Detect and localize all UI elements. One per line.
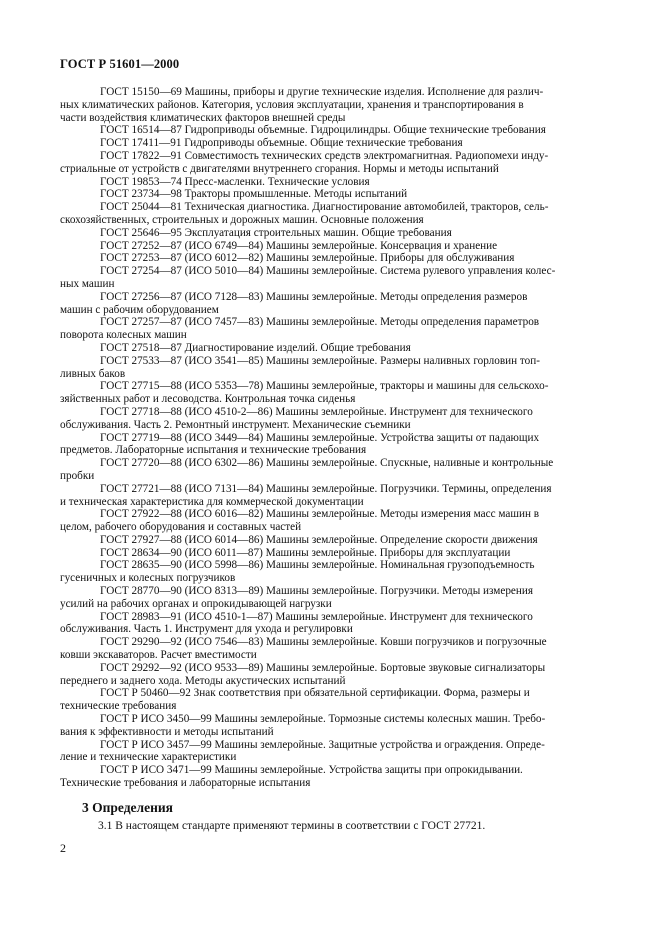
- normative-references-list: [60, 86, 602, 790]
- reference-continuation-line: ливных баков: [60, 367, 126, 380]
- reference-continuation-line: стриальные от устройств с двигателями внутреннего сгорания. Нормы и методы испытаний: [60, 162, 499, 175]
- reference-entry: [60, 227, 602, 240]
- reference-entry: [60, 240, 602, 253]
- reference-line: ГОСТ 27721—88 (ИСО 7131—84) Машины землеройные. Погрузчики. Термины, определения: [100, 482, 552, 495]
- reference-entry: [60, 201, 602, 227]
- reference-continuation-line: ковши экскаваторов. Расчет вместимости: [60, 649, 257, 662]
- reference-line: ГОСТ 23734—98 Тракторы промышленные. Методы испытаний: [100, 188, 408, 201]
- reference-entry: [60, 150, 602, 176]
- reference-entry: [60, 342, 602, 355]
- reference-entry: [60, 636, 602, 662]
- reference-line: ГОСТ Р 50460—92 Знак соответствия при обязательной сертификации. Форма, размеры и: [100, 687, 530, 700]
- reference-continuation-line: гусеничных и колесных погрузчиков: [60, 572, 236, 585]
- reference-line: ГОСТ 27720—88 (ИСО 6302—86) Машины землеройные. Спускные, наливные и контрольные: [100, 457, 554, 470]
- reference-line: ГОСТ 29292—92 (ИСО 9533—89) Машины землеройные. Бортовые звуковые сигнализаторы: [100, 661, 546, 674]
- reference-line: ГОСТ 27922—88 (ИСО 6016—82) Машины землеройные. Методы измерения масс машин в: [100, 508, 540, 521]
- reference-line: ГОСТ 27927—88 (ИСО 6014—86) Машины землеройные. Определение скорости движения: [100, 533, 538, 546]
- reference-continuation-line: и техническая характеристика для коммерческой документации: [60, 495, 364, 508]
- reference-line: ГОСТ 27252—87 (ИСО 6749—84) Машины землеройные. Консервация и хранение: [100, 239, 498, 252]
- reference-line: ГОСТ Р ИСО 3450—99 Машины землеройные. Тормозные системы колесных машин. Требо-: [100, 713, 546, 726]
- reference-entry: [60, 406, 602, 432]
- reference-continuation-line: пробки: [60, 469, 95, 482]
- reference-continuation-line: вания к эффективности и методы испытаний: [60, 725, 274, 738]
- reference-entry: [60, 316, 602, 342]
- reference-line: ГОСТ Р ИСО 3457—99 Машины землеройные. Защитные устройства и ограждения. Опреде-: [100, 738, 545, 751]
- reference-entry: [60, 547, 602, 560]
- reference-entry: [60, 559, 602, 585]
- reference-line: ГОСТ 27256—87 (ИСО 7128—83) Машины землеройные. Методы определения размеров: [100, 290, 528, 303]
- reference-line: ГОСТ 16514—87 Гидроприводы объемные. Гидроцилиндры. Общие технические требования: [100, 124, 546, 137]
- reference-entry: [60, 611, 602, 637]
- reference-entry: [60, 124, 602, 137]
- reference-continuation-line: технические требования: [60, 700, 177, 713]
- reference-entry: [60, 137, 602, 150]
- reference-entry: [60, 380, 602, 406]
- reference-continuation-line: ление и технические характеристики: [60, 751, 237, 764]
- reference-entry: [60, 265, 602, 291]
- reference-line: ГОСТ 27715—88 (ИСО 5353—78) Машины землеройные, тракторы и машины для сельскохо-: [100, 380, 549, 393]
- reference-entry: [60, 176, 602, 189]
- reference-line: ГОСТ 25646—95 Эксплуатация строительных машин. Общие требования: [100, 226, 452, 239]
- page-header: ГОСТ Р 51601—2000: [60, 57, 180, 71]
- reference-entry: [60, 585, 602, 611]
- reference-continuation-line: зяйственных работ и лесоводства. Контрольная точка сиденья: [60, 393, 356, 406]
- reference-entry: [60, 355, 602, 381]
- reference-continuation-line: поворота колесных машин: [60, 329, 187, 342]
- reference-continuation-line: обслуживания. Часть 1. Инструмент для ухода и регулировки: [60, 623, 353, 636]
- reference-entry: [60, 534, 602, 547]
- reference-line: ГОСТ 28983—91 (ИСО 4510-1—87) Машины землеройные. Инструмент для технического: [100, 610, 533, 623]
- reference-entry: [60, 483, 602, 509]
- section-heading: 3 Определения: [82, 800, 173, 815]
- reference-line: ГОСТ 27518—87 Диагностирование изделий. Общие требования: [100, 341, 411, 354]
- reference-line: ГОСТ 27257—87 (ИСО 7457—83) Машины землеройные. Методы определения параметров: [100, 316, 540, 329]
- reference-entry: [60, 188, 602, 201]
- reference-line: ГОСТ 28770—90 (ИСО 8313—89) Машины землеройные. Погрузчики. Методы измерения: [100, 585, 534, 598]
- reference-continuation-line: машин с рабочим оборудованием: [60, 303, 219, 316]
- reference-continuation-line: переднего и заднего хода. Методы акустических испытаний: [60, 674, 346, 687]
- reference-continuation-line: скохозяйственных, строительных и дорожных машин. Основные положения: [60, 213, 424, 226]
- reference-line: ГОСТ 25044—81 Техническая диагностика. Диагностирование автомобилей, тракторов, сель-: [100, 201, 549, 214]
- reference-continuation-line: части воздействия климатических факторов внешней среды: [60, 111, 346, 124]
- reference-line: ГОСТ 17822—91 Совместимость технических средств электромагнитная. Радиопомехи инду-: [100, 149, 549, 162]
- reference-line: ГОСТ 15150—69 Машины, приборы и другие технические изделия. Исполнение для различ-: [100, 86, 544, 98]
- reference-entry: [60, 739, 602, 765]
- reference-line: ГОСТ 27718—88 (ИСО 4510-2—86) Машины землеройные. Инструмент для технического: [100, 405, 533, 418]
- reference-entry: [60, 687, 602, 713]
- reference-continuation-line: обслуживания. Часть 2. Ремонтный инструмент. Механические съемники: [60, 418, 411, 431]
- reference-continuation-line: целом, рабочего оборудования и составных частей: [60, 521, 302, 534]
- reference-line: ГОСТ 29290—92 (ИСО 7546—83) Машины землеройные. Ковши погрузчиков и погрузочные: [100, 636, 547, 649]
- reference-line: ГОСТ 27254—87 (ИСО 5010—84) Машины землеройные. Система рулевого управления колес-: [100, 265, 556, 278]
- reference-line: ГОСТ 19853—74 Пресс-масленки. Технические условия: [100, 175, 370, 188]
- reference-entry: [60, 252, 602, 265]
- section-paragraph: 3.1 В настоящем стандарте применяют термины в соответствии с ГОСТ 27721.: [98, 820, 486, 832]
- reference-line: ГОСТ Р ИСО 3471—99 Машины землеройные. Устройства защиты при опрокидывании.: [100, 764, 523, 777]
- reference-continuation-line: Технические требования и лабораторные испытания: [60, 777, 311, 790]
- reference-continuation-line: ных машин: [60, 277, 115, 290]
- page-number: 2: [60, 841, 66, 855]
- reference-entry: [60, 457, 602, 483]
- reference-entry: [60, 508, 602, 534]
- reference-entry: [60, 764, 602, 790]
- reference-line: ГОСТ 27533—87 (ИСО 3541—85) Машины землеройные. Размеры наливных горловин топ-: [100, 354, 540, 367]
- reference-entry: [60, 86, 602, 124]
- reference-line: ГОСТ 28634—90 (ИСО 6011—87) Машины землеройные. Приборы для эксплуатации: [100, 546, 511, 559]
- reference-entry: [60, 662, 602, 688]
- reference-line: ГОСТ 28635—90 (ИСО 5998—86) Машины землеройные. Номинальная грузоподъемность: [100, 559, 535, 572]
- reference-entry: [60, 713, 602, 739]
- reference-line: ГОСТ 27719—88 (ИСО 3449—84) Машины землеройные. Устройства защиты от падающих: [100, 431, 540, 444]
- reference-line: ГОСТ 27253—87 (ИСО 6012—82) Машины землеройные. Приборы для обслуживания: [100, 252, 515, 265]
- reference-continuation-line: предметов. Лабораторные испытания и технические требования: [60, 444, 367, 457]
- reference-continuation-line: усилий на рабочих органах и опрокидывающей нагрузки: [60, 597, 332, 610]
- reference-line: ГОСТ 17411—91 Гидроприводы объемные. Общие технические требования: [100, 137, 463, 150]
- reference-entry: [60, 291, 602, 317]
- reference-continuation-line: ных климатических районов. Категория, условия эксплуатации, хранения и транспортирования в: [60, 98, 524, 111]
- reference-entry: [60, 432, 602, 458]
